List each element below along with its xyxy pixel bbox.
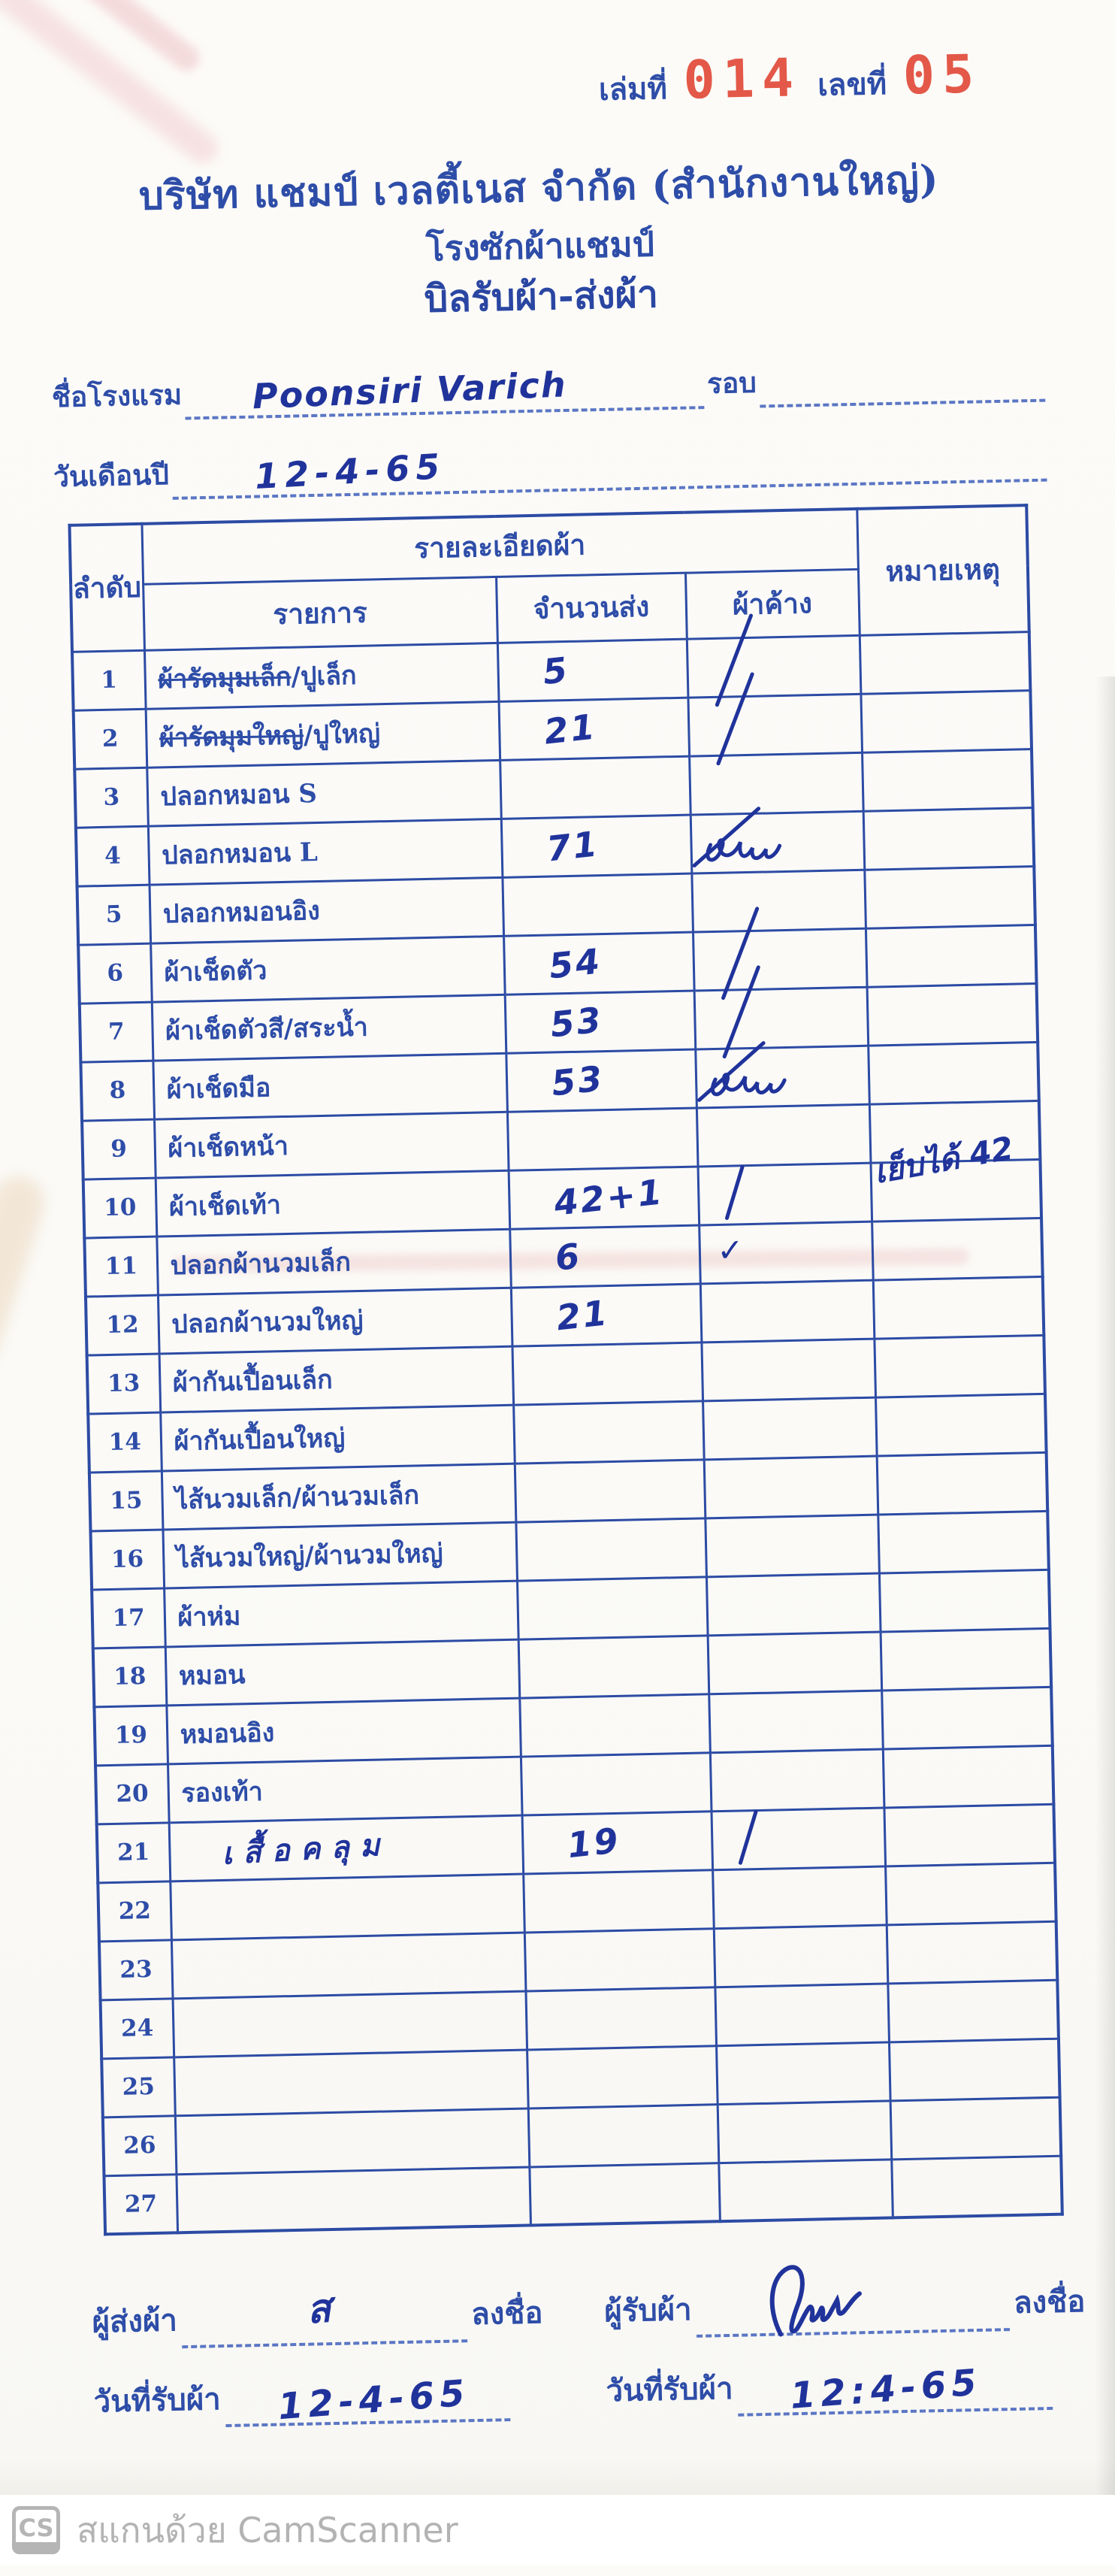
row-qty-sent: [518, 1635, 709, 1697]
row-qty-sent: [525, 1987, 716, 2049]
row-remark: [867, 983, 1038, 1046]
row-item: ปลอกผ้านวมใหญ่: [158, 1288, 512, 1354]
sent-date-label: วันที่รับผ้า: [93, 2381, 222, 2420]
receiver-signature-squiggle: [758, 2260, 910, 2338]
row-item: ปลอกหมอน L: [148, 819, 503, 885]
row-number: 3: [74, 767, 148, 828]
pending-mark: ✓: [716, 1230, 745, 1269]
row-number: 9: [82, 1119, 156, 1179]
row-number: 10: [83, 1178, 157, 1238]
camscanner-logo-icon: [12, 2506, 60, 2554]
row-pending-mark: [718, 2159, 893, 2221]
book-number-stamp: 014: [682, 47, 802, 111]
row-number: 15: [89, 1471, 163, 1531]
hotel-label: ชื่อโรงแรม: [51, 377, 183, 414]
sent-date-line: [93, 2369, 515, 2430]
row-number: 13: [87, 1354, 161, 1414]
row-item: [175, 2108, 530, 2175]
pending-mark: [687, 801, 801, 874]
receiver-line: [604, 2277, 1086, 2339]
received-date-value: 12:4-65: [788, 2361, 984, 2417]
row-number: 27: [104, 2174, 177, 2234]
sender-line: [92, 2288, 543, 2350]
row-pending-mark: [710, 1749, 884, 1812]
date-label: วันเดือนปี: [53, 458, 170, 494]
row-pending-mark: [712, 1866, 887, 1928]
row-pending-mark: [693, 928, 867, 991]
row-qty-sent: [500, 756, 690, 819]
row-number: 26: [103, 2115, 177, 2175]
row-remark: [864, 866, 1035, 928]
table-body: [72, 631, 1062, 2234]
hotel-line: [51, 355, 1048, 423]
row-qty-sent: [529, 2163, 720, 2225]
row-remark: [887, 1980, 1059, 2042]
row-remark: [860, 631, 1031, 694]
row-pending-mark: [709, 1691, 883, 1753]
row-qty-sent: [515, 1518, 706, 1580]
date-line: [53, 434, 1050, 502]
row-number: 11: [84, 1237, 158, 1297]
row-qty-sent: [512, 1342, 703, 1404]
row-number: 16: [90, 1530, 164, 1590]
row-qty-sent: 21: [499, 698, 690, 760]
row-qty-sent: 53: [505, 991, 696, 1053]
row-number: 1: [72, 650, 146, 710]
company-name: บริษัท แชมป์ เวลตี้เนส จำกัด (สำนักงานใหญ่): [138, 156, 940, 219]
row-remark: [872, 1218, 1043, 1280]
row-remark: [863, 807, 1035, 870]
row-item: รองเท้า: [168, 1757, 522, 1823]
row-qty-sent: [521, 1752, 712, 1815]
row-qty-sent: 54: [503, 932, 694, 994]
camscanner-watermark: [0, 2495, 1115, 2565]
row-qty-sent: 19: [522, 1811, 713, 1873]
row-number: 5: [77, 885, 151, 945]
bill-number-line: [0, 45, 1095, 126]
row-remark: [883, 1745, 1054, 1808]
col-header-remark: หมายเหตุ: [857, 505, 1029, 635]
pending-mark: [724, 1164, 745, 1220]
row-qty-sent: [517, 1576, 708, 1639]
row-pending-mark: [691, 870, 866, 932]
row-item: ไส้นวมเล็ก/ผ้านวมเล็ก: [162, 1464, 516, 1530]
row-item: [171, 1933, 526, 1999]
row-pending-mark: [718, 2100, 892, 2163]
row-number: 17: [92, 1588, 165, 1648]
row-remark: [875, 1394, 1047, 1456]
row-number: 19: [94, 1705, 168, 1765]
round-field: [759, 357, 1045, 408]
row-remark: [891, 2156, 1062, 2218]
row-qty-sent: [507, 1108, 698, 1170]
row-pending-mark: [708, 1632, 882, 1694]
row-item: ผ้ากันเปื้อนเล็ก: [159, 1346, 514, 1412]
hotel-name-value: Poonsiri Varich: [252, 364, 568, 417]
row-number: 12: [86, 1295, 159, 1355]
row-number: 2: [74, 709, 147, 769]
row-remark: [873, 1276, 1044, 1339]
row-item: ผ้าเช็ดหน้า: [154, 1112, 509, 1178]
row-item: เสื้อคลุม: [169, 1815, 524, 1881]
row-remark: [889, 2039, 1060, 2101]
bill-number-label: เลขที่: [817, 65, 887, 103]
row-pending-mark: [715, 1983, 889, 2045]
laundry-table: [68, 504, 1063, 2235]
row-pending-mark: [687, 694, 862, 756]
row-item: [176, 2166, 530, 2232]
row-item: [173, 1991, 527, 2057]
cs-logo-letters: CS: [18, 2514, 54, 2542]
row-item: ผ้ากันเปื้อนใหญ่: [160, 1405, 515, 1471]
row-number: 23: [99, 1939, 173, 1999]
row-item: ผ้าเช็ดตัวสี/สระน้ำ: [152, 994, 506, 1061]
col-header-no: ลำดับ: [69, 524, 144, 652]
col-header-pending: ผ้าค้าง: [685, 569, 860, 639]
row-number: 7: [80, 1002, 153, 1062]
row-qty-sent: [515, 1459, 706, 1521]
row-item: หมอน: [165, 1639, 520, 1706]
row-item: ผ้ารัดมุมใหญ่/ปูใหญ่: [146, 701, 500, 767]
sender-signature-field: [181, 2286, 467, 2348]
row-remark: [862, 749, 1033, 811]
row-item: ผ้าห่ม: [164, 1581, 518, 1647]
row-pending-mark: [699, 1221, 873, 1284]
row-item: ปลอกผ้านวมเล็ก: [156, 1229, 511, 1295]
row-qty-sent: 5: [497, 639, 688, 701]
received-date-label: วันที่รับผ้า: [606, 2370, 734, 2409]
row-item: หมอนอิง: [166, 1698, 521, 1764]
row-number: 20: [95, 1763, 169, 1824]
row-pending-mark: [706, 1573, 881, 1636]
row-item: ผ้าเช็ดมือ: [153, 1053, 507, 1119]
row-qty-sent: [523, 1869, 714, 1932]
row-qty-sent: 21: [511, 1283, 702, 1346]
row-pending-mark: [705, 1515, 879, 1577]
row-qty-sent: [502, 873, 693, 936]
cs-logo-bar: [12, 2542, 60, 2554]
table-header: [69, 505, 1029, 652]
row-number: 21: [97, 1822, 171, 1882]
row-remark: [881, 1628, 1052, 1691]
row-item: [174, 2050, 528, 2116]
row-remark: [877, 1452, 1048, 1515]
row-pending-mark: [698, 1163, 872, 1225]
sign-label: ลงชื่อ: [470, 2295, 543, 2332]
row-qty-sent: [528, 2104, 719, 2166]
received-date-field: [737, 2357, 1053, 2417]
row-remark: [879, 1570, 1050, 1632]
row-item: ไส้นวมใหญ่/ผ้านวมใหญ่: [162, 1522, 517, 1588]
row-number: 22: [98, 1881, 171, 1941]
row-remark: [860, 690, 1032, 752]
row-qty-sent: [524, 1928, 715, 1990]
row-item: ผ้าเช็ดตัว: [150, 936, 505, 1002]
row-number: 14: [88, 1412, 162, 1473]
receiver-label: ผู้รับผ้า: [603, 2292, 693, 2329]
row-item: [170, 1874, 524, 1940]
row-pending-mark: [703, 1397, 877, 1460]
row-remark: [874, 1335, 1045, 1397]
row-remark: [884, 1804, 1055, 1866]
col-header-details: รายละเอียดผ้า: [141, 509, 857, 584]
book-number-label: เล่มที่: [598, 71, 668, 107]
row-pending-mark: [695, 1046, 869, 1108]
row-qty-sent: 53: [506, 1049, 696, 1112]
camscanner-watermark-text: สแกนด้วย CamScanner: [77, 2509, 458, 2550]
row-remark: [881, 1687, 1053, 1749]
row-number: 18: [93, 1646, 167, 1706]
row-qty-sent: [513, 1400, 704, 1463]
row-remark: [868, 1042, 1039, 1104]
row-qty-sent: [519, 1694, 710, 1756]
row-remark: [890, 2097, 1062, 2160]
row-pending-mark: [711, 1807, 885, 1869]
row-number: 6: [78, 943, 152, 1003]
date-field: [171, 437, 1047, 500]
row-pending-mark: [690, 811, 865, 873]
round-label: รอบ: [706, 365, 757, 401]
row-remark: [866, 925, 1037, 987]
pending-mark: [691, 1036, 805, 1109]
sign-label: ลงชื่อ: [1013, 2284, 1086, 2321]
row-remark: [887, 1921, 1058, 1984]
row-item: ปลอกหมอนอิง: [150, 877, 504, 943]
pending-mark: [738, 1809, 758, 1865]
row-pending-mark: [714, 1924, 888, 1987]
row-item: ผ้าเช็ดเท้า: [156, 1170, 510, 1237]
bill-title: บิลรับผ้า-ส่งผ้า: [423, 271, 659, 321]
row-pending-mark: [704, 1456, 878, 1518]
row-qty-sent: 6: [509, 1224, 700, 1287]
received-date-line: [606, 2357, 1057, 2420]
row-qty-sent: [527, 2045, 718, 2108]
hotel-name-field: [185, 364, 705, 419]
row-pending-mark: [696, 1104, 871, 1167]
sent-date-field: [225, 2369, 510, 2427]
sent-date-value: 12-4-65: [276, 2372, 472, 2429]
date-value: 12-4-65: [253, 445, 447, 498]
row-remark: [885, 1863, 1056, 1925]
row-number: 8: [80, 1061, 154, 1121]
row-number: 24: [101, 1998, 174, 2058]
row-pending-mark: [701, 1339, 875, 1401]
sender-label: ผู้ส่งผ้า: [92, 2302, 178, 2340]
row-remark: เย็บได้ 42: [870, 1159, 1041, 1221]
laundry-name: โรงซักผ้าแชมป์: [425, 223, 655, 269]
row-remark: [878, 1511, 1049, 1573]
row-pending-mark: [716, 2042, 890, 2104]
row-item: ปลอกหมอน S: [147, 760, 501, 826]
row-number: 4: [76, 826, 150, 886]
col-header-item: รายการ: [143, 577, 497, 650]
row-item: ผ้ารัดมุมเล็ก/ปูเล็ก: [144, 643, 499, 709]
row-number: 25: [101, 2057, 175, 2117]
row-pending-mark: [687, 635, 861, 698]
row-qty-sent: 42+1: [509, 1166, 700, 1228]
sender-handwritten-mark: ส: [304, 2286, 334, 2333]
col-header-qty: จำนวนส่ง: [496, 573, 687, 643]
bill-number-stamp: 05: [902, 43, 983, 107]
receiver-signature-field: [696, 2278, 1010, 2338]
row-pending-mark: [700, 1280, 875, 1342]
row-qty-sent: 71: [501, 815, 692, 877]
